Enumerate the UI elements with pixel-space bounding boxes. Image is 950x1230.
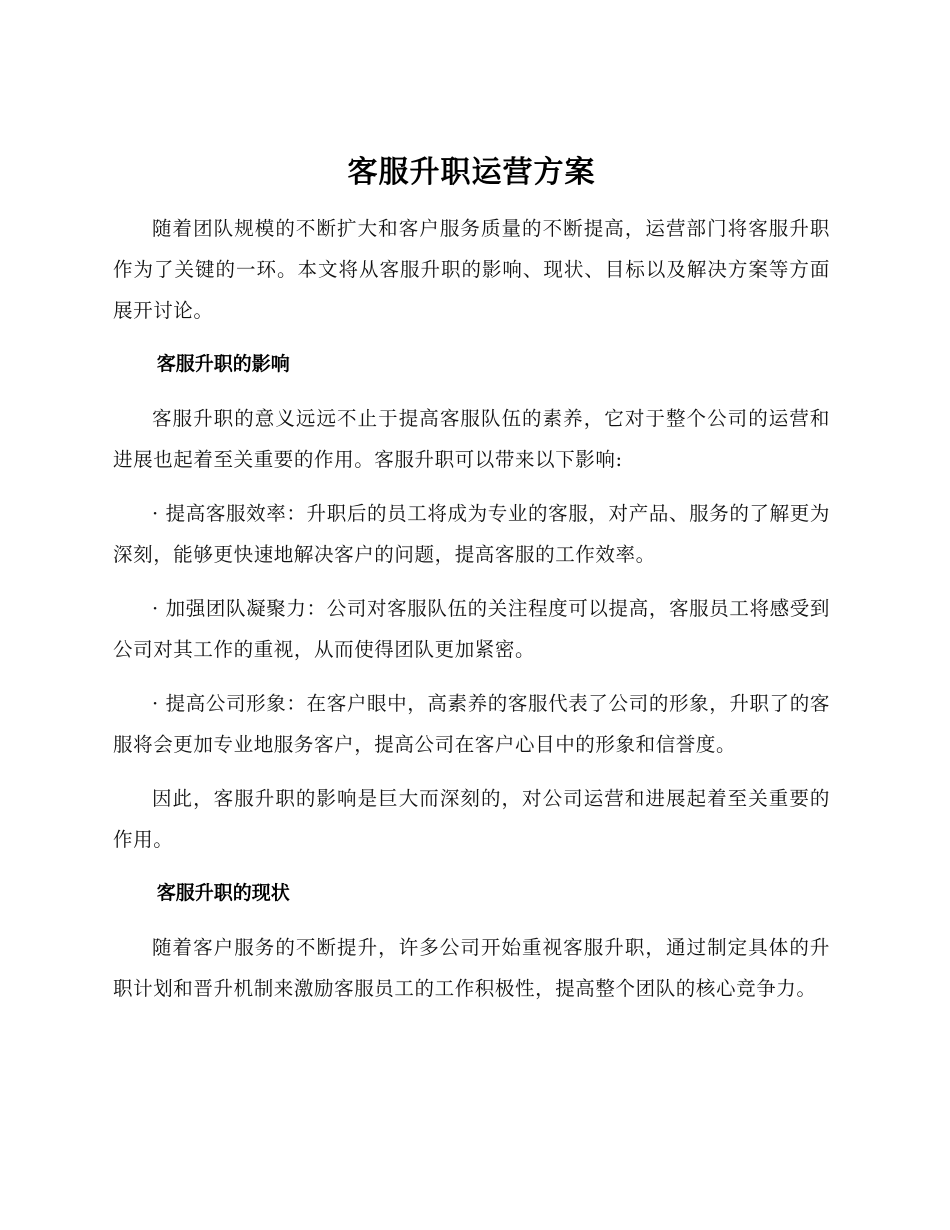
document-title: 客服升职运营方案 xyxy=(347,155,596,190)
intro-paragraph: 随着团队规模的不断扩大和客户服务质量的不断提高，运营部门将客服升职作为了关键的一环。本文将从客服升职的影响、现状、目标以及解决方案等方面展开讨论。 xyxy=(113,217,830,322)
bullet-cohesion: · 加强团队凝聚力：公司对客服队伍的关注程度可以提高，客服员工将感受到公司对其工作的重视，从而使得团队更加紧密。 xyxy=(113,597,830,661)
section-heading-status: 客服升职的现状 xyxy=(156,882,290,904)
bullet-image: · 提高公司形象：在客户眼中，高素养的客服代表了公司的形象，升职了的客服将会更加专业地服务客户，提高公司在客户心目中的形象和信誉度。 xyxy=(113,692,830,756)
impact-conclusion-paragraph: 因此，客服升职的影响是巨大而深刻的，对公司运营和进展起着至关重要的作用。 xyxy=(113,787,830,851)
status-paragraph: 随着客户服务的不断提升，许多公司开始重视客服升职，通过制定具体的升职计划和晋升机制来激励客服员工的工作积极性，提高整个团队的核心竞争力。 xyxy=(113,936,830,1000)
section-heading-impact: 客服升职的影响 xyxy=(156,353,290,375)
bullet-efficiency: · 提高客服效率：升职后的员工将成为专业的客服，对产品、服务的了解更为深刻，能够更快速地解决客户的问题，提高客服的工作效率。 xyxy=(113,502,830,566)
impact-intro-paragraph: 客服升职的意义远远不止于提高客服队伍的素养，它对于整个公司的运营和进展也起着至关重要的作用。客服升职可以带来以下影响: xyxy=(113,407,830,471)
